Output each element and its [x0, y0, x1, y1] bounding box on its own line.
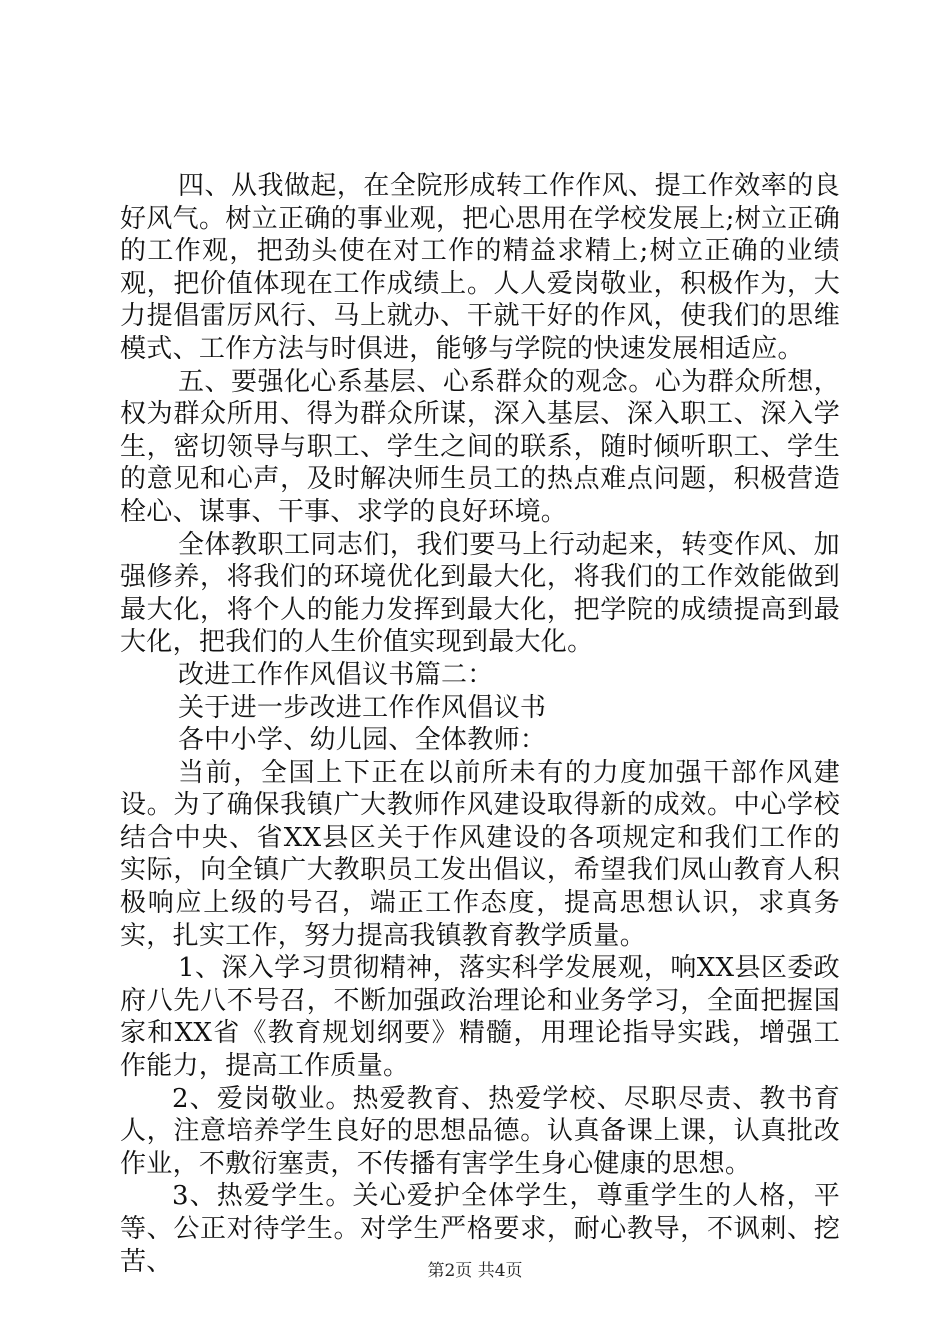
- item-3: 3、热爱学生。关心爱护全体学生，尊重学生的人格，平等、公正对待学生。对学生严格要求，耐心教导，不讽刺、挖苦、: [120, 1181, 840, 1277]
- paragraph-intro: 当前，全国上下正在以前所未有的力度加强干部作风建设。为了确保我镇广大教师作风建设取得新的成效。中心学校结合中央、省XX县区关于作风建设的各项规定和我们工作的实际，向全镇广大教职员工发出倡议，希望我们凤山教育人积极响应上级的号召，端正工作态度，提高思想认识，求真务实，扎实工作，努力提高我镇教育教学质量。: [120, 757, 840, 951]
- page-footer: 第2页 共4页: [427, 1261, 523, 1281]
- section-heading: 改进工作作风倡议书篇二：: [178, 659, 494, 690]
- document-body: [120, 170, 840, 1278]
- item-2: 2、爱岗敬业。热爱教育、热爱学校、尽职尽责、教书育人，注意培养学生良好的思想品德。认真备课上课，认真批改作业，不敷衍塞责，不传播有害学生身心健康的思想。: [120, 1083, 840, 1179]
- paragraph-5: 五、要强化心系基层、心系群众的观念。心为群众所想，权为群众所用、得为群众所谋，深入基层、深入职工、深入学生，密切领导与职工、学生之间的联系，随时倾听职工、学生的意见和心声，及时解决师生员工的热点难点问题，积极营造栓心、谋事、干事、求学的良好环境。: [120, 366, 840, 527]
- proposal-title: 关于进一步改进工作作风倡议书: [178, 692, 547, 723]
- salutation: 各中小学、幼儿园、全体教师：: [178, 725, 547, 756]
- paragraph-4: 四、从我做起，在全院形成转工作作风、提工作效率的良好风气。树立正确的事业观，把心思用在学校发展上;树立正确的工作观，把劲头使在对工作的精益求精上;树立正确的业绩观，把价值体现在工作成绩上。人人爱岗敬业，积极作为，大力提倡雷厉风行、马上就办、干就干好的作风，使我们的思维模式、工作方法与时俱进，能够与学院的快速发展相适应。: [120, 171, 840, 364]
- paragraph-closing: 全体教职工同志们，我们要马上行动起来，转变作风、加强修养，将我们的环境优化到最大化，将我们的工作效能做到最大化，将个人的能力发挥到最大化，把学院的成绩提高到最大化，把我们的人生价值实现到最大化。: [120, 529, 840, 658]
- item-1: 1、深入学习贯彻精神，落实科学发展观，响XX县区委政府八先八不号召，不断加强政治理论和业务学习，全面把握国家和XX省《教育规划纲要》精髓，用理论指导实践，增强工作能力，提高工作质量。: [120, 953, 840, 1082]
